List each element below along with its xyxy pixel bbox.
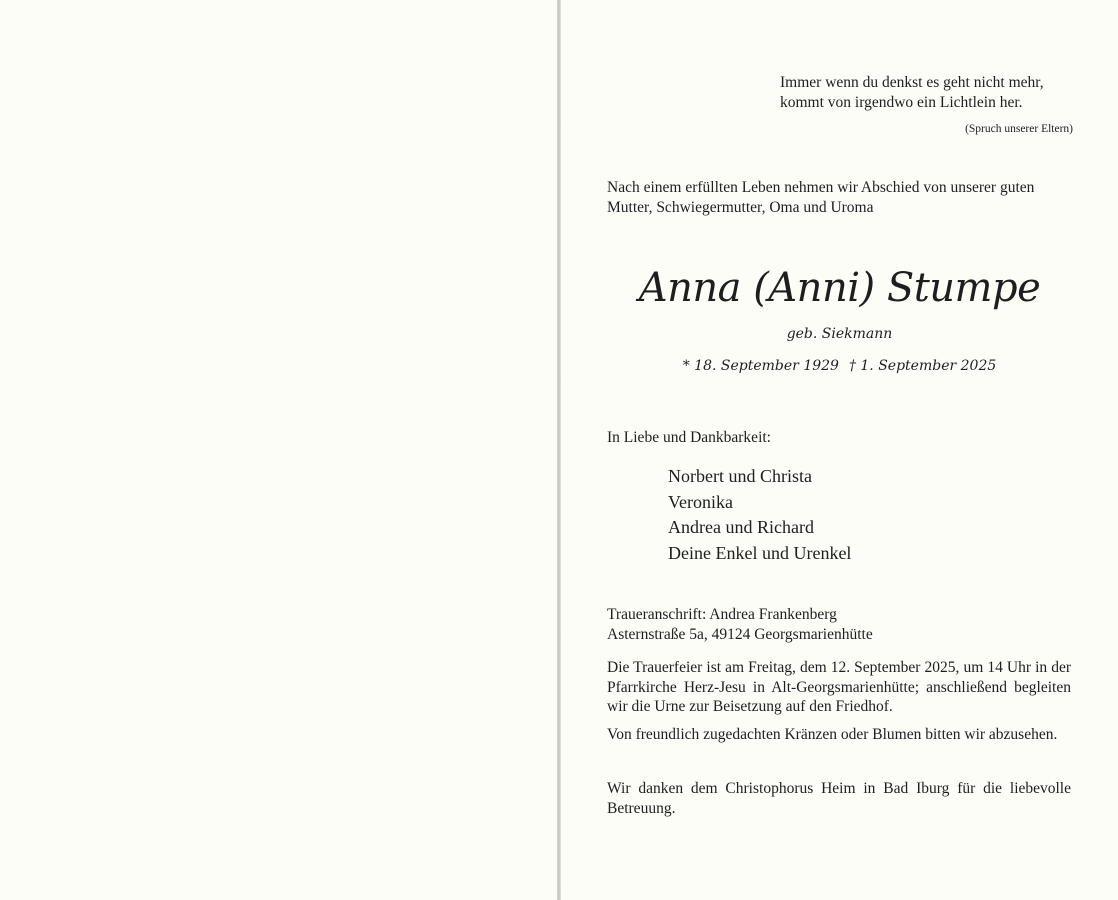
intro-line-1: Nach einem erfüllten Leben nehmen wir Abschied von unserer guten [607,179,1035,196]
death-date: † 1. September 2025 [848,358,997,374]
quote-source: (Spruch unserer Eltern) [965,123,1073,135]
mourners-label: In Liebe und Dankbarkeit: [607,429,771,446]
left-page [0,0,557,900]
mourner-name: Veronika [668,491,733,512]
intro-text [607,178,1071,217]
quote-line-1: Immer wenn du denkst es geht nicht mehr, [780,74,1044,91]
ceremony-info: Die Trauerfeier ist am Freitag, dem 12. September 2025, um 14 Uhr in der Pfarrkirche Herz-Jesu in Alt-Georgsmarienhütte; anschließend begleiten wir die Urne zur Beisetzung auf den Friedhof. [607,659,1071,715]
quote [780,73,1080,112]
quote-line-2: kommt von irgendwo ein Lichtlein her. [780,93,1023,111]
gratitude-note: Wir danken dem Christophorus Heim in Bad Iburg für die liebevolle Betreuung. [607,780,1071,817]
mourner-name: Andrea und Richard [668,517,814,538]
address-line-2: Asternstraße 5a, 49124 Georgsmarienhütte [607,625,873,643]
mourner-name: Deine Enkel und Urenkel [668,543,852,564]
right-page [561,0,1118,900]
flowers-note: Von freundlich zugedachten Kränzen oder Blumen bitten wir abzusehen. [607,726,1058,743]
life-dates [561,358,1118,374]
birth-name: geb. Siekmann [786,326,893,342]
mourning-address [607,605,1071,644]
deceased-name: Anna (Anni) Stumpe [638,265,1041,311]
mourners-list [668,464,851,567]
birth-date: * 18. September 1929 [682,358,839,374]
mourner-name: Norbert und Christa [668,466,812,486]
intro-line-2: Mutter, Schwiegermutter, Oma und Uroma [607,198,874,216]
address-line-1: Traueranschrift: Andrea Frankenberg [607,606,837,623]
